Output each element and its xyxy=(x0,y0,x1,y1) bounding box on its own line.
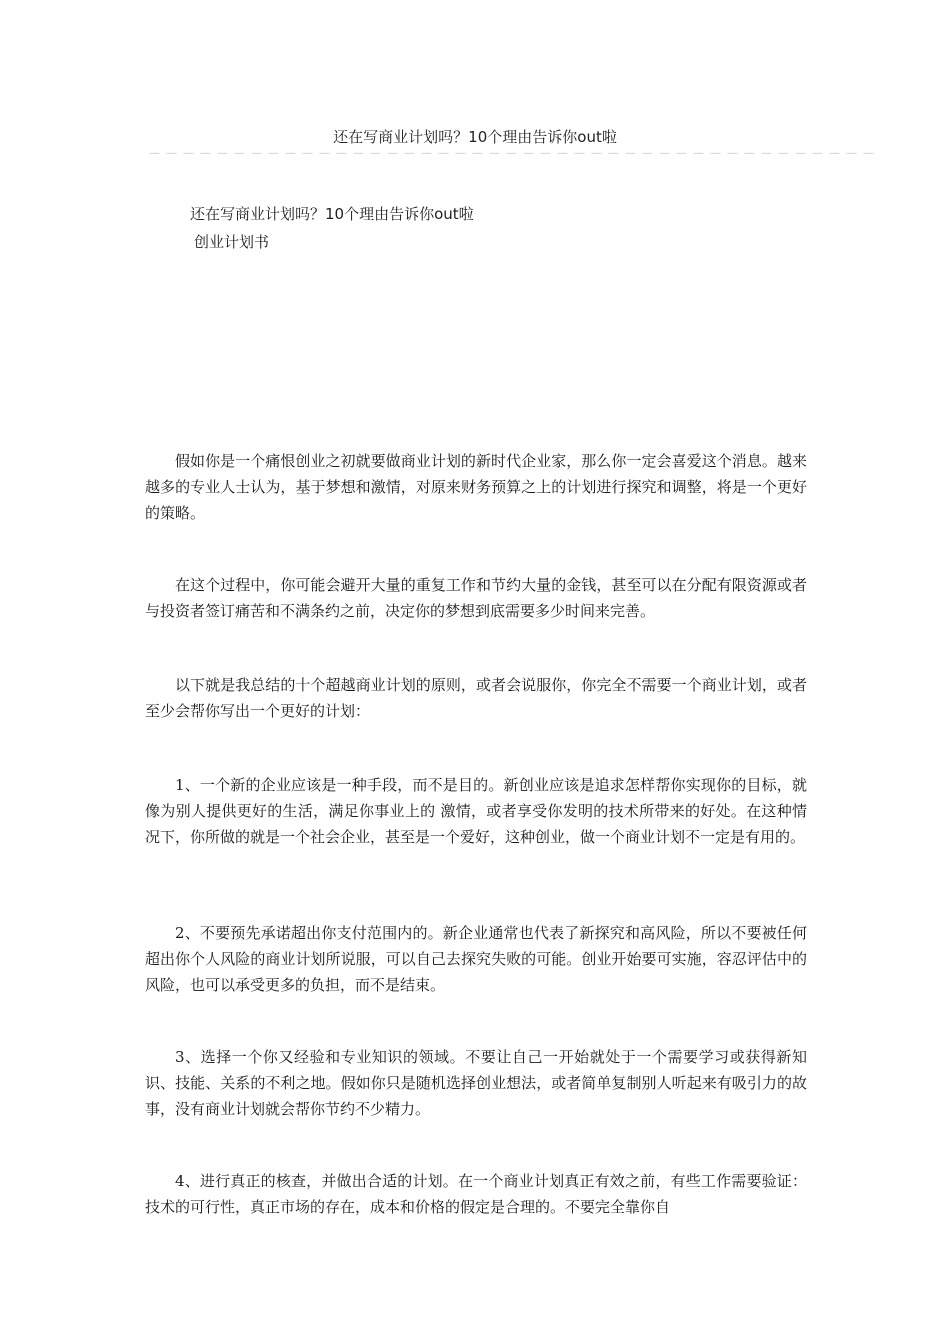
paragraph-intro: 假如你是一个痛恨创业之初就要做商业计划的新时代企业家，那么你一定会喜爱这个消息。越来越多的专业人士认为，基于梦想和激情，对原来财务预算之上的计划进行探究和调整，将是一个更好的策略。 xyxy=(145,452,807,522)
title-divider: －－－－－－－－－－－－－－－－－－－－－－－－－－－－－－－－－－－－－－－－－－－ xyxy=(148,147,880,162)
document-title: 还在写商业计划吗？10个理由告诉你out啦 xyxy=(333,128,617,146)
paragraph-principle-2: 2、不要预先承诺超出你支付范围内的。新企业通常也代表了新探究和高风险，所以不要被任何超出你个人风险的商业计划所说服，可以自己去探究失败的可能。创业开始要可实施，容忍评估中的风险，也可以承受更多的负担，而不是结束。 xyxy=(145,924,807,994)
paragraph-principles-intro: 以下就是我总结的十个超越商业计划的原则，或者会说服你，你完全不需要一个商业计划，或者至少会帮你写出一个更好的计划： xyxy=(145,676,807,720)
paragraph-principle-4: 4、进行真正的核查，并做出合适的计划。在一个商业计划真正有效之前，有些工作需要验证：技术的可行性，真正市场的存在，成本和价格的假定是合理的。不要完全靠你自 xyxy=(145,1172,807,1216)
paragraph-process: 在这个过程中，你可能会避开大量的重复工作和节约大量的金钱，甚至可以在分配有限资源或者与投资者签订痛苦和不满条约之前，决定你的梦想到底需要多少时间来完善。 xyxy=(145,576,807,620)
subtitle: 还在写商业计划吗？10个理由告诉你out啦 xyxy=(190,205,474,223)
paragraph-principle-1: 1、一个新的企业应该是一种手段，而不是目的。新创业应该是追求怎样帮你实现你的目标，就像为别人提供更好的生活，满足你事业上的 激情，或者享受你发明的技术所带来的好处。在这种情况下，你所做的就是一个社会企业，甚至是一个爱好，这种创业，做一个商业计划不一定是有用的。 xyxy=(145,776,807,846)
subtitle-block xyxy=(190,200,474,256)
category-label: 创业计划书 xyxy=(194,233,270,251)
paragraph-principle-3: 3、选择一个你又经验和专业知识的领域。不要让自己一开始就处于一个需要学习或获得新知识、技能、关系的不利之地。假如你只是随机选择创业想法，或者简单复制别人听起来有吸引力的故事，没有商业计划就会帮你节约不少精力。 xyxy=(145,1048,807,1118)
